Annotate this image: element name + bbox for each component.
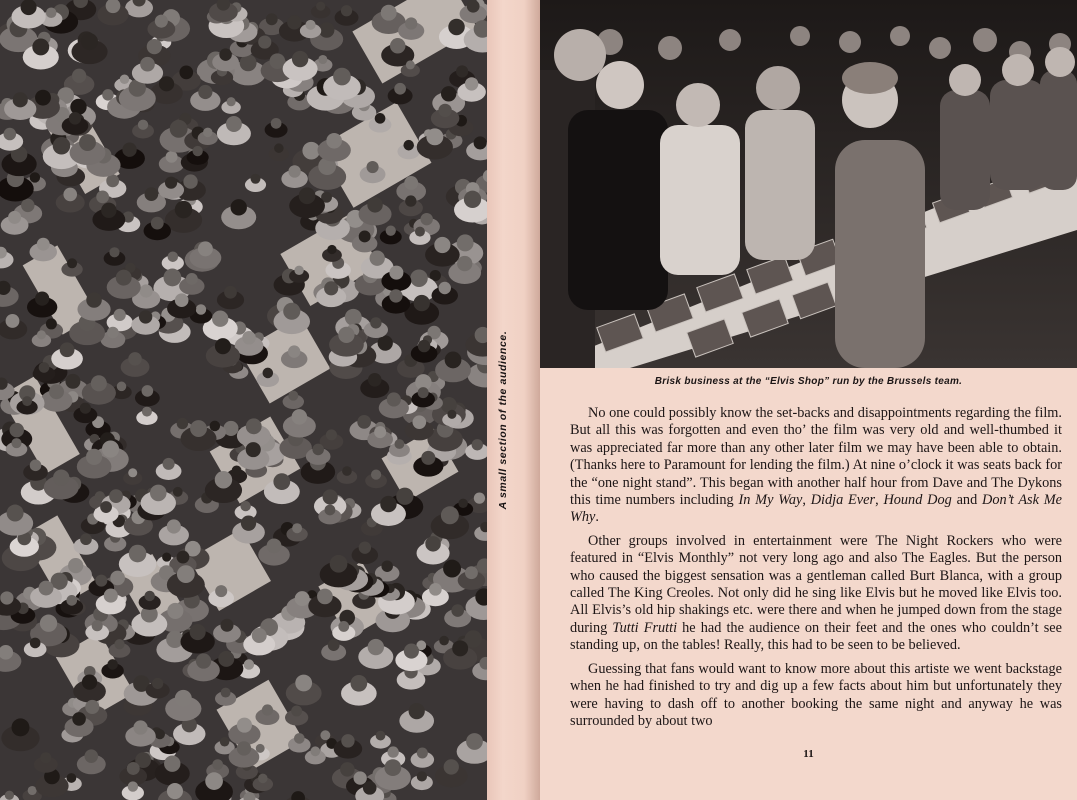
song-title: Didja Ever	[810, 492, 876, 509]
audience-caption: A small section of the audience.	[497, 330, 509, 510]
article-paragraph: No one could possibly know the set-backs and disappointments regarding the film. But all this was forgotten and even tho’ the film was very old and well-thumbed it was appreciated far more than any other later film we may have been able to obtain. (Thanks here to Paramount for lending the film.) At nine o’clock it was seats back for the “one night stand”. This began with another half hour from Dave and The Dykons this time numbers including In My Way, Didja Ever, Hound Dog and Don’t Ask Me Why.	[570, 405, 1063, 526]
article-body	[570, 405, 1062, 736]
left-page	[0, 0, 490, 800]
song-title: Don’t Ask Me Why	[570, 492, 1063, 526]
elvis-shop-photo	[540, 0, 1077, 368]
song-title: In My Way	[738, 492, 803, 509]
page-number: 11	[803, 748, 814, 760]
article-paragraph: Guessing that fans would want to know more about this artiste we went backstage when he had finished to try and dig up a few facts about him but unfortunately they were having to dash off to another booking the same night and anyway he was surrounded by about two	[570, 660, 1062, 729]
right-page	[540, 0, 1077, 800]
page-gutter	[487, 0, 540, 800]
song-title: Tutti Frutti	[612, 619, 678, 636]
article-paragraph: Other groups involved in entertainment were The Night Rockers who were featured in “Elvis Monthly” not very long ago and also The Eagles. But the person who caused the biggest sensation was a gentleman called Burt Blanca, with a group called The King Creoles. Not only did he sing like Elvis but he moved like Elvis too. All Elvis’s old hip shakings etc. were there and when he jumped down from the stage during Tutti Frutti he had the audience on their feet and the ones who couldn’t see standing up, on the tables! Really, this had to be seen to be believed.	[570, 532, 1062, 654]
song-title: Hound Dog	[883, 492, 952, 509]
photo-caption: Brisk business at the “Elvis Shop” run by the Brussels team.	[654, 376, 963, 387]
audience-photo	[0, 0, 490, 800]
